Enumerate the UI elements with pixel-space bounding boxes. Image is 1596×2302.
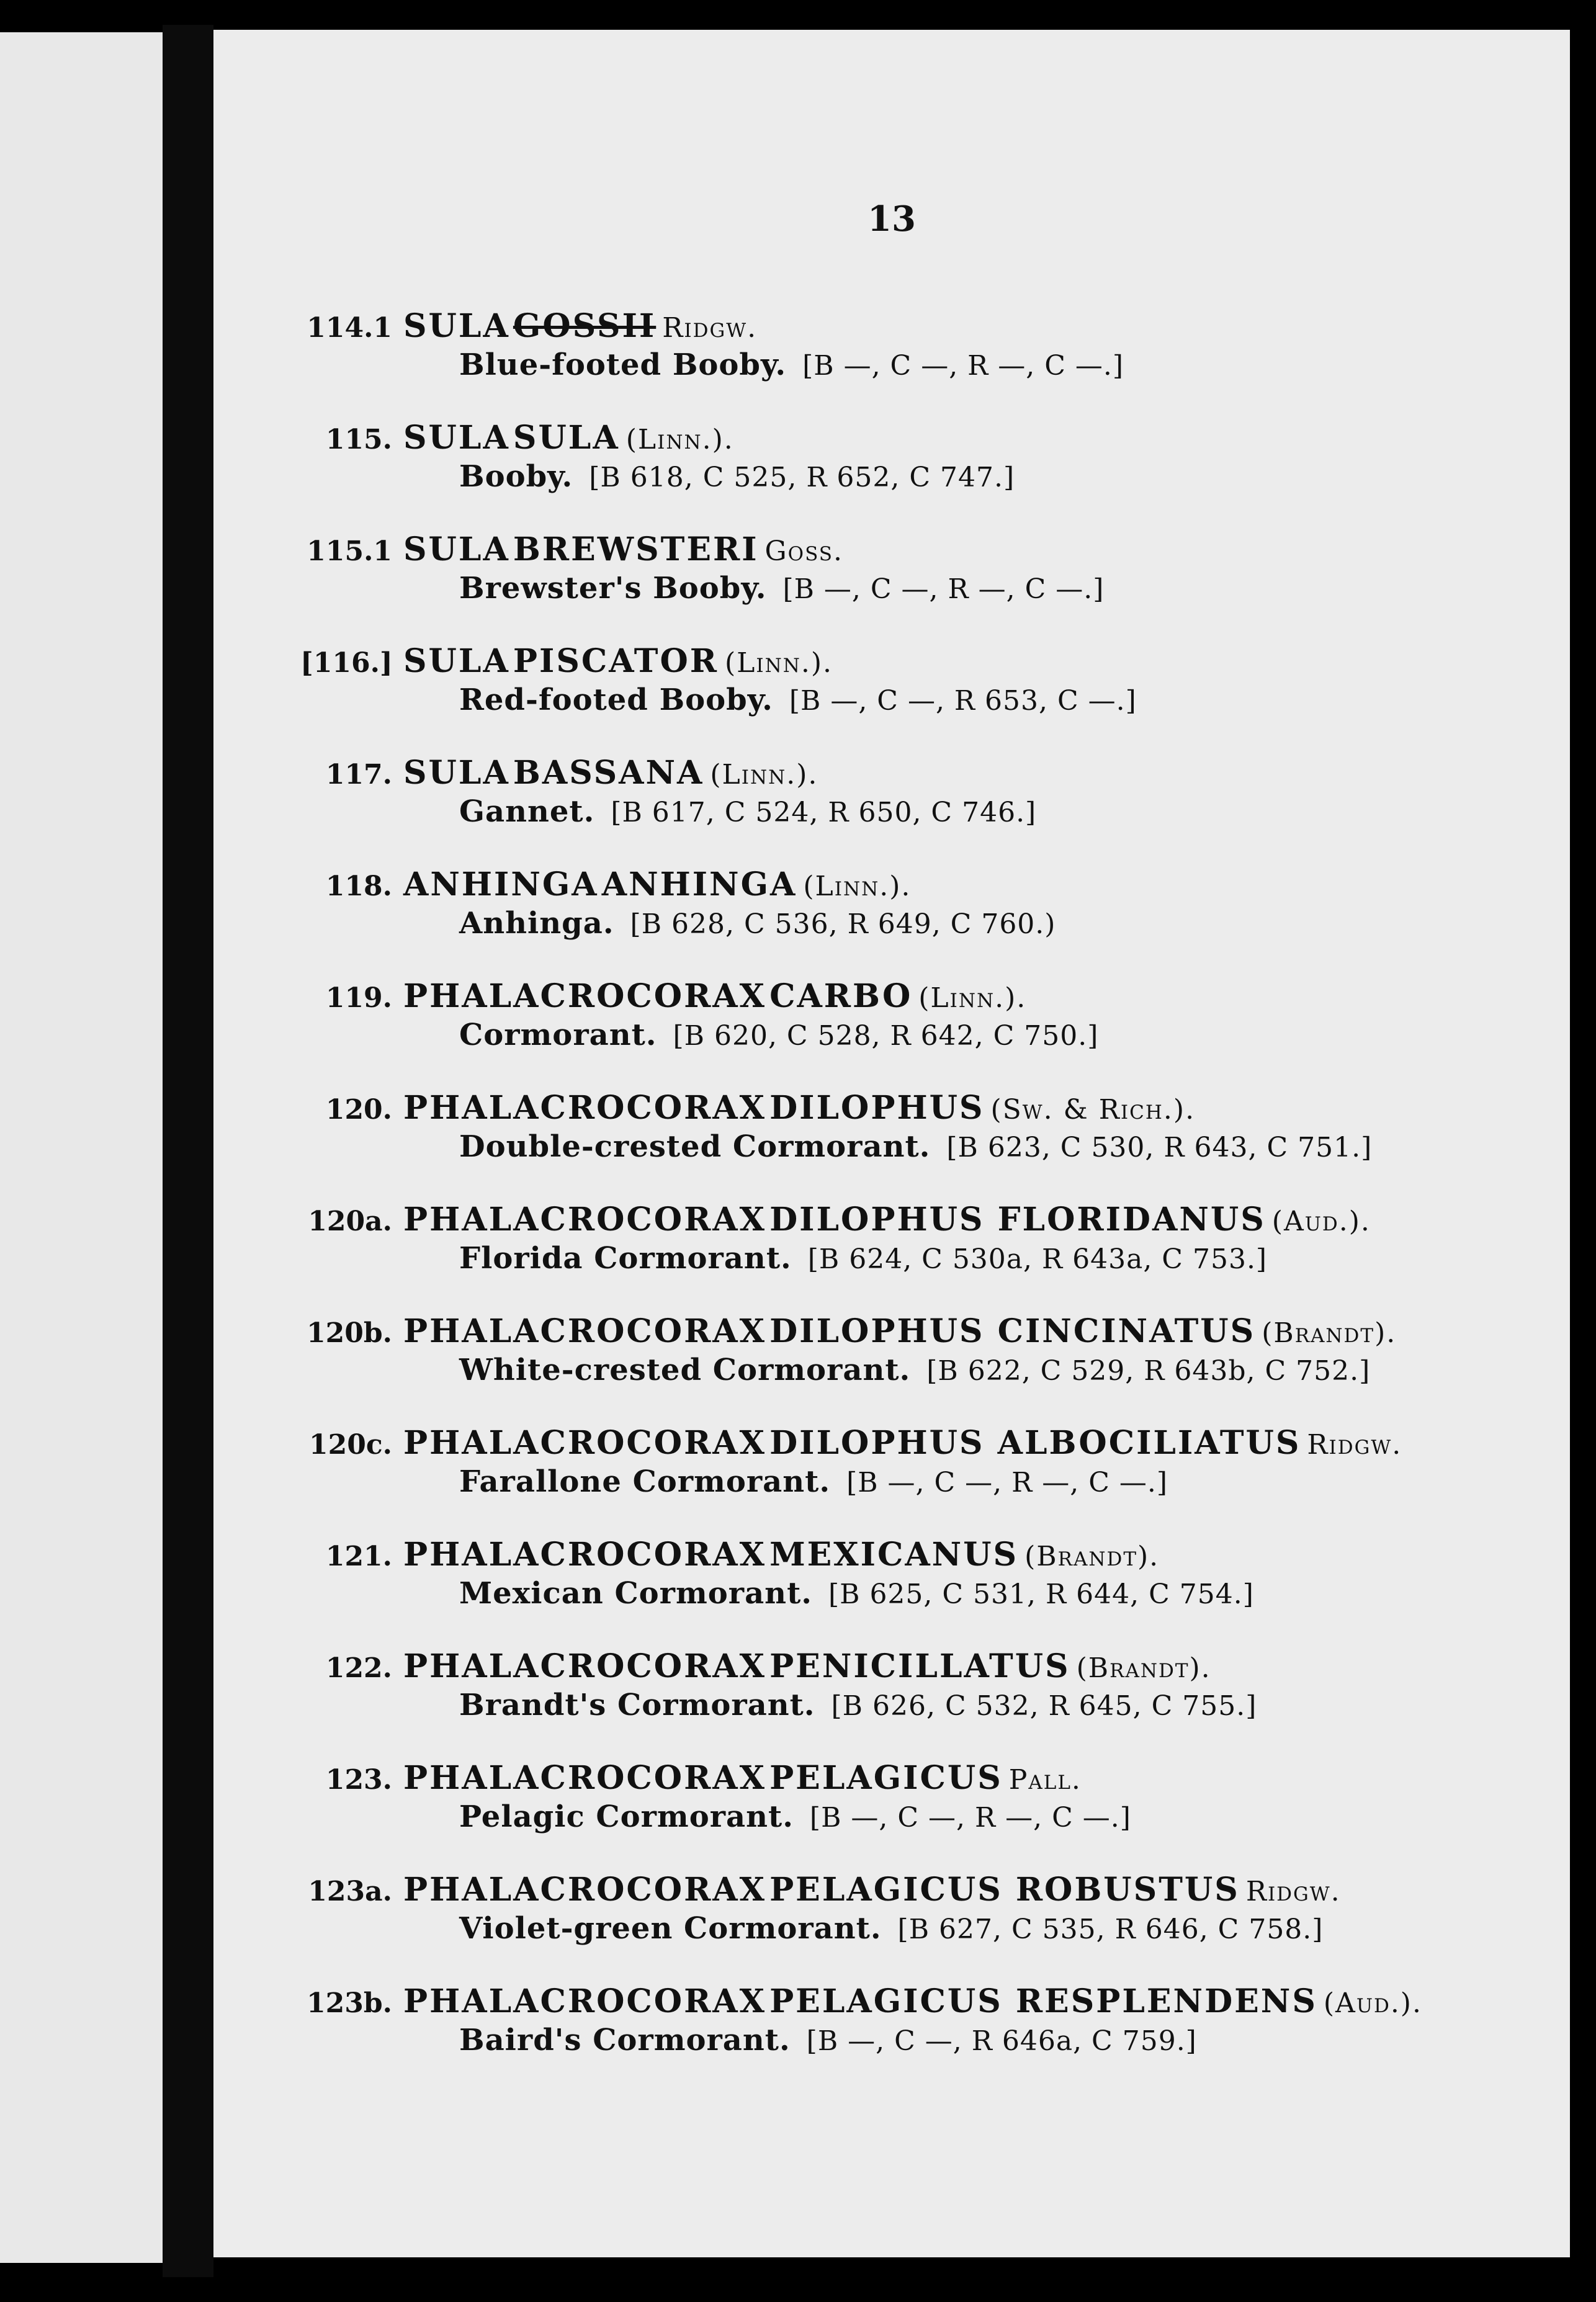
genus-name: ANHINGA xyxy=(403,866,599,903)
reference-numbers: [B —, C —, R —, C —.] xyxy=(809,1802,1131,1834)
author-citation: (Aud.). xyxy=(1271,1206,1371,1237)
common-name: Anhinga. xyxy=(459,906,614,941)
species-entry xyxy=(300,416,1541,527)
entry-number: 120a. xyxy=(308,1206,392,1237)
common-name-line xyxy=(459,1906,1323,1951)
common-name-line xyxy=(459,1794,1131,1839)
common-name: Mexican Cormorant. xyxy=(459,1576,812,1611)
reference-numbers: [B —, C —, R —, C —.] xyxy=(782,573,1105,605)
author-citation: (Aud.). xyxy=(1323,1987,1422,2019)
genus-name: PHALACROCORAX xyxy=(403,1201,766,1238)
author-citation: Ridgw. xyxy=(1245,1876,1341,1907)
genus-name: PHALACROCORAX xyxy=(403,1536,766,1574)
species-entry xyxy=(300,1421,1541,1533)
common-name: Brandt's Cormorant. xyxy=(459,1688,815,1722)
species-name: DILOPHUS xyxy=(769,1089,985,1127)
reference-numbers: [B 623, C 530, R 643, C 751.] xyxy=(946,1132,1373,1163)
entry-number: 123a. xyxy=(308,1876,392,1907)
genus-name: PHALACROCORAX xyxy=(403,1759,766,1797)
common-name: Red-footed Booby. xyxy=(459,683,773,717)
entry-number: 117. xyxy=(325,759,392,790)
author-citation: Ridgw. xyxy=(1307,1429,1402,1461)
author-citation: (Linn.). xyxy=(918,982,1027,1014)
common-name: Gannet. xyxy=(459,794,595,829)
entry-number: 123b. xyxy=(307,1987,392,2019)
species-name: PELAGICUS RESPLENDENS xyxy=(769,1982,1317,2020)
reference-numbers: [B 622, C 529, R 643b, C 752.] xyxy=(926,1355,1371,1387)
entry-number: 120. xyxy=(325,1094,392,1126)
species-name: ANHINGA xyxy=(601,866,797,903)
entry-number: 120c. xyxy=(309,1429,392,1461)
entry-number: 122. xyxy=(325,1652,392,1684)
author-citation: Pall. xyxy=(1008,1764,1082,1796)
entry-number: 119. xyxy=(325,982,392,1014)
species-name: DILOPHUS ALBOCILIATUS xyxy=(769,1424,1301,1462)
entry-number: [116.] xyxy=(300,647,393,679)
species-entry xyxy=(300,1086,1541,1198)
book-spine xyxy=(163,25,213,2277)
page-number-text: 13 xyxy=(867,199,916,240)
reference-numbers: [B 620, C 528, R 642, C 750.] xyxy=(673,1020,1099,1052)
common-name: White-crested Cormorant. xyxy=(459,1353,911,1387)
species-name: GOSSII xyxy=(513,307,657,345)
common-name: Violet-green Cormorant. xyxy=(459,1911,882,1946)
entry-number: 115. xyxy=(325,424,392,455)
common-name-line xyxy=(459,901,1056,946)
reference-numbers: [B 628, C 536, R 649, C 760.) xyxy=(630,908,1056,940)
common-name-line xyxy=(459,2018,1197,2062)
author-citation: Goss. xyxy=(764,535,844,567)
species-entry xyxy=(300,1198,1541,1309)
entry-number: 123. xyxy=(325,1764,392,1796)
species-entry xyxy=(300,751,1541,862)
genus-name: SULA xyxy=(403,531,510,568)
reference-numbers: [B —, C —, R 653, C —.] xyxy=(789,685,1137,717)
species-entry xyxy=(300,1644,1541,1756)
species-name: DILOPHUS FLORIDANUS xyxy=(769,1201,1266,1238)
reference-numbers: [B 617, C 524, R 650, C 746.] xyxy=(611,797,1037,828)
reference-numbers: [B 624, C 530a, R 643a, C 753.] xyxy=(807,1243,1268,1275)
species-entry xyxy=(300,974,1541,1086)
species-name: BASSANA xyxy=(513,754,704,792)
reference-numbers: [B 618, C 525, R 652, C 747.] xyxy=(589,462,1015,493)
common-name: Brewster's Booby. xyxy=(459,571,767,606)
common-name: Pelagic Cormorant. xyxy=(459,1799,794,1834)
left-facing-page xyxy=(0,32,163,2263)
author-citation: (Brandt). xyxy=(1076,1652,1211,1684)
species-name: SULA xyxy=(513,419,620,457)
common-name: Cormorant. xyxy=(459,1018,657,1052)
author-citation: (Linn.). xyxy=(625,424,734,455)
reference-numbers: [B 627, C 535, R 646, C 758.] xyxy=(897,1914,1324,1945)
species-entry xyxy=(300,527,1541,639)
reference-numbers: [B 626, C 532, R 645, C 755.] xyxy=(831,1690,1257,1722)
genus-name: PHALACROCORAX xyxy=(403,1871,766,1909)
common-name-line xyxy=(459,1236,1267,1281)
common-name: Baird's Cormorant. xyxy=(459,2023,791,2058)
author-citation: (Linn.). xyxy=(710,759,818,790)
species-entry xyxy=(300,1979,1541,2091)
species-name: PELAGICUS xyxy=(769,1759,1003,1797)
common-name-line xyxy=(459,1459,1168,1504)
species-entry xyxy=(300,862,1541,974)
species-list xyxy=(300,304,1541,2091)
species-entry xyxy=(300,1309,1541,1421)
species-entry xyxy=(300,1756,1541,1868)
species-entry xyxy=(300,1868,1541,1979)
species-entry xyxy=(300,1533,1541,1644)
author-citation: (Brandt). xyxy=(1024,1541,1160,1572)
entry-number: 118. xyxy=(325,871,392,902)
author-citation: (Linn.). xyxy=(803,871,912,902)
common-name-line xyxy=(459,1013,1098,1057)
entry-number: 120b. xyxy=(307,1317,392,1349)
author-citation: Ridgw. xyxy=(662,312,758,344)
species-name: PENICILLATUS xyxy=(769,1647,1070,1685)
genus-name: SULA xyxy=(403,419,510,457)
reference-numbers: [B —, C —, R 646a, C 759.] xyxy=(806,2025,1197,2057)
common-name: Farallone Cormorant. xyxy=(459,1464,831,1499)
common-name-line xyxy=(459,1683,1257,1727)
common-name-line xyxy=(459,1124,1372,1169)
reference-numbers: [B —, C —, R —, C —.] xyxy=(802,350,1124,382)
common-name: Blue-footed Booby. xyxy=(459,347,787,382)
common-name: Double-crested Cormorant. xyxy=(459,1129,931,1164)
species-name: BREWSTERI xyxy=(513,531,759,568)
species-entry xyxy=(300,639,1541,751)
common-name: Florida Cormorant. xyxy=(459,1241,792,1276)
author-citation: (Linn.). xyxy=(724,647,833,679)
species-name: DILOPHUS CINCINATUS xyxy=(769,1312,1256,1350)
genus-name: PHALACROCORAX xyxy=(403,1424,766,1462)
common-name-line xyxy=(459,454,1015,499)
genus-name: PHALACROCORAX xyxy=(403,1089,766,1127)
species-name: CARBO xyxy=(769,977,913,1015)
genus-name: SULA xyxy=(403,307,510,345)
reference-numbers: [B —, C —, R —, C —.] xyxy=(846,1467,1168,1498)
document-page xyxy=(213,30,1570,2257)
species-name: MEXICANUS xyxy=(769,1536,1019,1574)
common-name-line xyxy=(459,566,1104,611)
genus-name: PHALACROCORAX xyxy=(403,1312,766,1350)
author-citation: (Sw. & Rich.). xyxy=(990,1094,1196,1126)
genus-name: PHALACROCORAX xyxy=(403,1647,766,1685)
entry-number: 115.1 xyxy=(307,535,392,567)
common-name-line xyxy=(459,1571,1254,1616)
common-name: Booby. xyxy=(459,459,573,494)
species-name: PISCATOR xyxy=(513,642,719,680)
entry-number: 114.1 xyxy=(307,312,392,344)
genus-name: SULA xyxy=(403,642,510,680)
species-entry xyxy=(300,304,1541,416)
genus-name: SULA xyxy=(403,754,510,792)
genus-name: PHALACROCORAX xyxy=(403,977,766,1015)
page-number xyxy=(213,199,1347,240)
entry-number: 121. xyxy=(325,1541,392,1572)
common-name-line xyxy=(459,1348,1370,1392)
author-citation: (Brandt). xyxy=(1262,1317,1397,1349)
species-name: PELAGICUS ROBUSTUS xyxy=(769,1871,1240,1909)
common-name-line xyxy=(459,343,1124,387)
reference-numbers: [B 625, C 531, R 644, C 754.] xyxy=(828,1579,1254,1610)
genus-name: PHALACROCORAX xyxy=(403,1982,766,2020)
common-name-line xyxy=(459,678,1137,722)
common-name-line xyxy=(459,789,1036,834)
